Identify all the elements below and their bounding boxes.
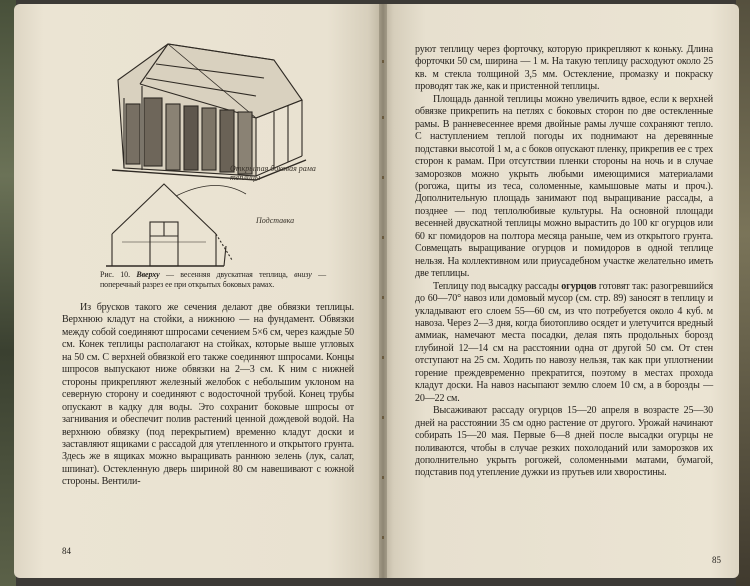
paragraph bbox=[415, 281, 713, 406]
left-body-text bbox=[62, 302, 354, 489]
left-page bbox=[14, 4, 383, 578]
right-body-text bbox=[415, 44, 713, 480]
paragraph-start: Теплицу под высадку рассады bbox=[433, 280, 562, 292]
page-number-left: 84 bbox=[62, 546, 71, 556]
binding-stitch bbox=[382, 356, 384, 359]
binding-stitch bbox=[382, 416, 384, 419]
figure-number: Рис. 10. bbox=[100, 270, 130, 279]
caption-text-a: — весенняя двускатная теплица, bbox=[165, 270, 288, 279]
paragraph-rest: готовят так: разогревшийся до 60—70° навоз или домовый мусор (см. стр. 89) заносят в теплицу и укладывают его слоем 55—60 см, из что потребуется около 4 куб. м навоза. Через 2—3 дня, когда биотопливо осядет и улетучится вредный аммиак, намечают места посадки, делая пять продольных борозд глубиной 12—14 см на расстоянии одна от другой 50 см. От стен отступают на 25 см. Ходить по навозу нельзя, так как при уплотнении горение преждевременно прекратится, поэтому в местах прохода кладут доски. На навоз насыпают землю слоем 10 см, а в борозды — 20—22 см. bbox=[415, 280, 713, 404]
caption-bottom-word: внизу bbox=[294, 270, 312, 279]
binding-stitch bbox=[382, 236, 384, 239]
binding-stitch bbox=[382, 116, 384, 119]
figure-label-side-frame: Открытая боковая рама теплицы bbox=[230, 164, 316, 182]
binding-stitch bbox=[382, 296, 384, 299]
paragraph: руют теплицу через форточку, которую прикрепляют к коньку. Длина форточки 50 см, ширина — 1 м. На такую теплицу расходуют около 25 кв. м стекла толщиной 3,5 мм. Остекление, промазку и покраску проводят так же, как и пристенной теплицы. bbox=[415, 44, 713, 93]
binding-stitch bbox=[382, 536, 384, 539]
binding-stitch bbox=[382, 176, 384, 179]
caption-top-word: Вверху bbox=[136, 270, 160, 279]
bold-term: огурцов bbox=[561, 280, 597, 292]
binding-stitch bbox=[382, 60, 384, 63]
figure-caption bbox=[100, 270, 326, 290]
right-page bbox=[383, 4, 739, 578]
book-gutter bbox=[379, 4, 387, 578]
page-number-right: 85 bbox=[712, 555, 721, 565]
caption-text-b: — поперечный разрез ее при открытых боковых рамах. bbox=[100, 270, 327, 289]
paragraph: Высаживают рассаду огурцов 15—20 апреля в возрасте 25—30 дней на расстоянии 35 см одно растение от другого. Урожай начинают собирать 15—20 мая. Первые 6—8 дней после высадки огурцы не поливаются, чтобы в случае резких похолоданий или заморозков их дополнительно укрыть рогожей, соломенными матами, бумагой, подставив под утепление дужки из прутьев или хворостины. bbox=[415, 405, 713, 479]
figure-label-stand: Подставка bbox=[256, 216, 295, 225]
binding-stitch bbox=[382, 476, 384, 479]
paragraph: Площадь данной теплицы можно увеличить вдвое, если к верхней обвязке прикрепить на петлях с боковых сторон по две остекленные рамы. В ранневесеннее время двойные рамы лучше сохраняют тепло. С наступлением теплой погоды их поднимают на деревянные подставки высотой 1 м, а с боков опускают пленку, прикрепив ее с трех сторон к рамам. При отсутствии пленки стороны на ночь и в случае заморозков можно укрыть любыми имеющимися материалами (рогожа, щиты из теса, соломенные, камышовые маты и проч.). Дополнительную площадь занимают под выращивание рассады, а позднее — под теплолюбивые культуры. На основной площади весенней двускатной теплицы можно вырастить до 100 кг огурцов или 60 кг помидоров на полтора месяца раньше, чем из открытого грунта. Совмещать выращивание огурцов и помидоров в одной теплице нельзя. На коллективном или приусадебном участке желательно иметь две теплицы. bbox=[415, 93, 713, 280]
paragraph: Из брусков такого же сечения делают две обвязки теплицы. Верхнюю кладут на стойки, а нижнюю — на фундамент. Обвязки между собой соединяют шпросами сечением 5×6 см, через каждые 50 см. Конек теплицы располагают на стойках, которые выше угловых на 50 см. С верхней обвязкой его также соединяют шпросами. Концы шпросов выпускают ниже обвязки на 2—3 см. К ним с нижней стороны прикрепляют железный желобок с небольшим уклоном на северную сторону и соединяют с водосточной трубой. Конец трубы опускают в кадку для воды. Это сохранит боковые шпросы от загнивания и обеспечит полив растений ценной дождевой водой. На верхнюю обвязку (под перекрытием) временно кладут доски и заставляют ящиками с рассадой для утепленного и открытого грунта. Здесь же в ящиках можно выращивать раннюю зелень (лук, салат, шпинат). Остекленную дверь шириной 80 см навешивают с южной стороны. Вентили- bbox=[62, 302, 354, 488]
